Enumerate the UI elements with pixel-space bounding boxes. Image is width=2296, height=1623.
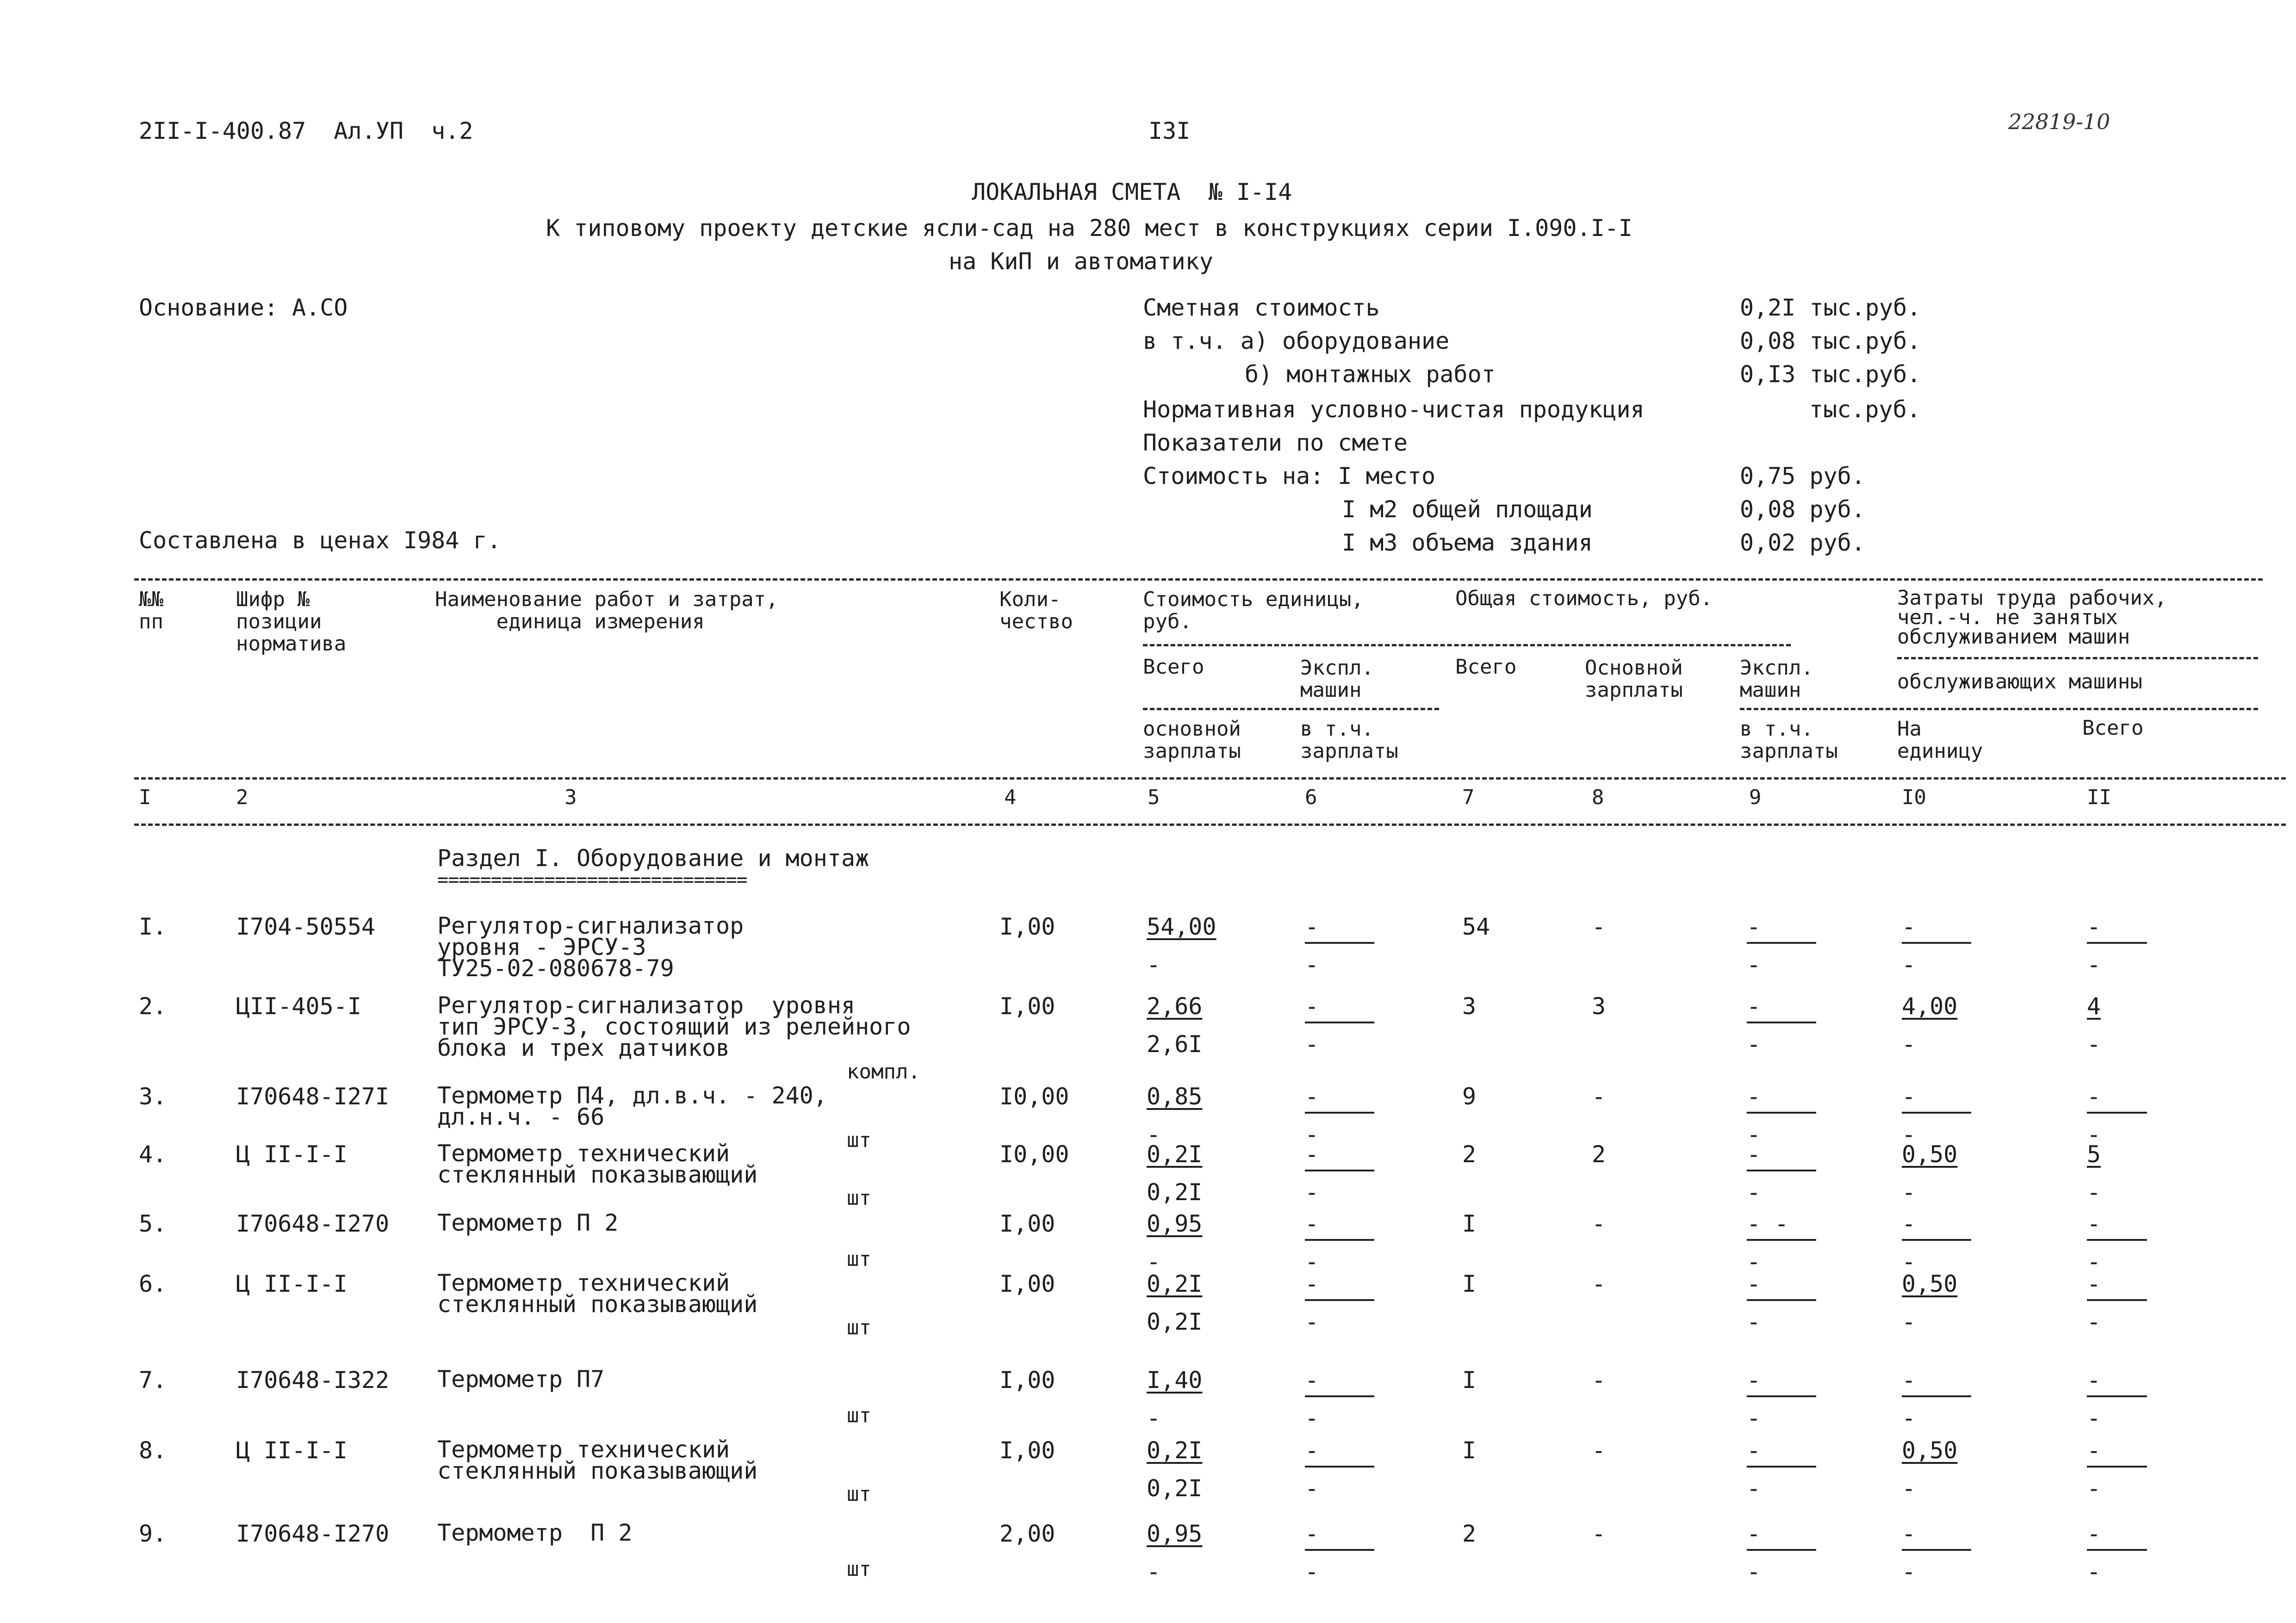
summary-value: тыс.руб. — [1809, 396, 1921, 423]
underline-mark — [2087, 1549, 2147, 1551]
unit-machine-cost: - — [1305, 993, 1319, 1020]
unit-machine-wages: - — [1305, 1121, 1319, 1148]
total-base-wages: - — [1592, 1367, 1606, 1394]
col-header-base-wages: основной зарплаты — [1143, 717, 1241, 763]
norm-code: ЦII-405-I — [236, 993, 361, 1020]
labor-per-unit: - — [1902, 1210, 1916, 1237]
unit-cost-total: 0,2I — [1147, 1141, 1203, 1168]
summary-label: Показатели по смете — [1143, 429, 1408, 456]
norm-code: I70648-I27I — [236, 1083, 390, 1110]
total-machine-cost: - — [1747, 1437, 1761, 1464]
total-cost: 54 — [1462, 913, 1490, 940]
row-number: 7. — [139, 1367, 167, 1394]
item-name: Термометр П 2 — [437, 1209, 619, 1236]
summary-value: 0,08 тыс.руб. — [1740, 328, 1921, 354]
section-title: Раздел I. Оборудование и монтаж — [437, 845, 869, 872]
total-base-wages: 2 — [1592, 1141, 1606, 1168]
underline-mark — [2087, 1112, 2147, 1114]
underline-mark — [1305, 1112, 1374, 1114]
col-header-total: Всего — [1143, 655, 1204, 679]
unit-cost-wages: 0,2I — [1147, 1475, 1203, 1502]
unit-cost-total: 2,66 — [1147, 993, 1203, 1020]
col-header-quantity: Коли- чество — [999, 588, 1073, 633]
unit-of-measure: шт — [847, 1186, 871, 1210]
item-name: Регулятор-сигнализатор уровня - ЭРСУ-3 ТУ25-02-080678-79 — [437, 912, 744, 982]
row-number: 4. — [139, 1141, 167, 1168]
labor-total: 4 — [2087, 993, 2101, 1020]
norm-code: I70648-I270 — [236, 1520, 390, 1547]
underline-mark — [1747, 1549, 1816, 1551]
item-name: Термометр технический стеклянный показывающий — [437, 1270, 758, 1318]
total-cost: I — [1462, 1210, 1477, 1237]
underline-mark — [1747, 1022, 1816, 1023]
col-header-code: Шифр № позиции норматива — [236, 588, 347, 656]
underline-mark — [1747, 942, 1816, 944]
underline-mark — [1747, 1112, 1816, 1114]
underline-mark — [1305, 1549, 1374, 1551]
labor-total: - — [2087, 913, 2101, 940]
labor-per-unit: 0,50 — [1902, 1141, 1958, 1168]
labor-per-unit-machines: - — [1902, 1405, 1916, 1431]
underline-mark — [1305, 1239, 1374, 1241]
unit-machine-wages: - — [1305, 1248, 1319, 1275]
total-base-wages: - — [1592, 1210, 1606, 1237]
underline-mark — [1747, 1466, 1816, 1468]
underline-mark — [1902, 1395, 1971, 1397]
norm-code: I70648-I270 — [236, 1210, 390, 1237]
quantity: I,00 — [999, 1367, 1055, 1394]
labor-per-unit-machines: - — [1902, 1031, 1916, 1058]
labor-per-unit-machines: - — [1902, 1121, 1916, 1148]
underline-mark — [1305, 1022, 1374, 1023]
total-cost: 2 — [1462, 1520, 1477, 1547]
unit-machine-cost: - — [1305, 1520, 1319, 1547]
col-number: II — [2087, 786, 2111, 809]
unit-machine-cost: - — [1305, 1270, 1319, 1297]
quantity: I0,00 — [999, 1141, 1069, 1168]
labor-total-machines: - — [2087, 1248, 2101, 1275]
labor-per-unit-machines: - — [1902, 1248, 1916, 1275]
unit-machine-wages: - — [1305, 951, 1319, 978]
total-base-wages: - — [1592, 1437, 1606, 1464]
header-numbers-rule — [134, 824, 2286, 826]
row-number: 8. — [139, 1437, 167, 1464]
labor-total-machines: - — [2087, 1031, 2101, 1058]
quantity: I,00 — [999, 993, 1055, 1020]
summary-label: в т.ч. а) оборудование — [1143, 328, 1450, 354]
underline-mark — [1902, 1549, 1971, 1551]
col-header-machines: Экспл. машин — [1740, 656, 1813, 702]
total-machine-wages: - — [1747, 1121, 1761, 1148]
labor-total-machines: - — [2087, 1405, 2101, 1431]
labor-total-machines: - — [2087, 1179, 2101, 1206]
col-header-unit-cost: Стоимость единицы, руб. — [1143, 588, 1364, 633]
total-machine-cost: - — [1747, 1270, 1761, 1297]
labor-total-machines: - — [2087, 951, 2101, 978]
unit-machine-cost: - — [1305, 1083, 1319, 1110]
labor-per-unit: 0,50 — [1902, 1270, 1958, 1297]
unit-machine-cost: - — [1305, 1367, 1319, 1394]
labor-total-machines: - — [2087, 1308, 2101, 1335]
quantity: I,00 — [999, 913, 1055, 940]
underline-mark — [1902, 1112, 1971, 1114]
summary-value: 0,08 руб. — [1740, 496, 1865, 523]
col-header-total: Всего — [1455, 655, 1517, 679]
summary-label: Стоимость на: I место — [1143, 463, 1436, 489]
summary-value: 0,75 руб. — [1740, 463, 1865, 489]
row-number: 6. — [139, 1270, 167, 1297]
labor-per-unit-machines: - — [1902, 1179, 1916, 1206]
table-top-rule — [134, 578, 2263, 581]
underline-mark — [1747, 1239, 1816, 1241]
total-machine-cost: - — [1747, 1367, 1761, 1394]
total-machine-wages: - — [1747, 1558, 1761, 1585]
unit-machine-cost: - — [1305, 913, 1319, 940]
unit-of-measure: шт — [847, 1316, 871, 1339]
underline-mark — [2087, 942, 2147, 944]
unit-of-measure: шт — [847, 1404, 871, 1427]
unit-machine-cost: - — [1305, 1437, 1319, 1464]
labor-total-machines: - — [2087, 1558, 2101, 1585]
unit-of-measure: шт — [847, 1557, 871, 1581]
norm-code: Ц II-I-I — [236, 1437, 348, 1464]
labor-total: - — [2087, 1520, 2101, 1547]
summary-label: I м3 объема здания — [1342, 529, 1593, 556]
norm-code: Ц II-I-I — [236, 1270, 348, 1297]
col-header-incl-wages: в т.ч. зарплаты — [1740, 717, 1838, 763]
unit-machine-cost: - — [1305, 1141, 1319, 1168]
header-subrule — [1143, 708, 1439, 710]
row-number: 2. — [139, 993, 167, 1020]
col-number: 6 — [1305, 786, 1317, 809]
underline-mark — [1902, 942, 1971, 944]
labor-per-unit: 4,00 — [1902, 993, 1958, 1020]
col-header-machines: Экспл. машин — [1300, 656, 1374, 702]
row-number: 3. — [139, 1083, 167, 1110]
row-number: I. — [139, 913, 167, 940]
col-number: 7 — [1462, 786, 1475, 809]
total-machine-wages: - — [1747, 1179, 1761, 1206]
quantity: I,00 — [999, 1437, 1055, 1464]
unit-of-measure: шт — [847, 1482, 871, 1506]
unit-machine-wages: - — [1305, 1405, 1319, 1431]
col-header-number: №№ пп — [139, 588, 163, 633]
unit-cost-wages: - — [1147, 1405, 1161, 1431]
underline-mark — [1747, 1395, 1816, 1397]
labor-per-unit: 0,50 — [1902, 1437, 1958, 1464]
col-header-total-cost: Общая стоимость, руб. — [1455, 587, 1713, 610]
item-name: Термометр П4, дл.в.ч. - 240, дл.н.ч. - 66 — [437, 1082, 827, 1130]
document-code: 2II-I-400.87 Ал.УП ч.2 — [139, 118, 473, 144]
col-header-total: Всего — [2082, 716, 2144, 740]
summary-value: 0,02 руб. — [1740, 529, 1865, 556]
total-cost: 9 — [1462, 1083, 1477, 1110]
summary-value: 0,I3 тыс.руб. — [1740, 361, 1921, 388]
total-cost: I — [1462, 1270, 1477, 1297]
labor-total: 5 — [2087, 1141, 2101, 1168]
total-base-wages: - — [1592, 1083, 1606, 1110]
labor-per-unit-machines: - — [1902, 1558, 1916, 1585]
item-name: Термометр П 2 — [437, 1519, 633, 1546]
header-subrule — [1143, 644, 1791, 646]
unit-cost-total: 0,2I — [1147, 1270, 1203, 1297]
unit-cost-wages: - — [1147, 951, 1161, 978]
item-name: Термометр технический стеклянный показывающий — [437, 1436, 758, 1484]
unit-cost-wages: - — [1147, 1558, 1161, 1585]
unit-cost-total: 0,95 — [1147, 1210, 1203, 1237]
total-machine-cost: - — [1747, 913, 1761, 940]
quantity: I,00 — [999, 1270, 1055, 1297]
col-number: I — [139, 786, 151, 809]
unit-cost-wages: - — [1147, 1121, 1161, 1148]
unit-machine-wages: - — [1305, 1031, 1319, 1058]
col-number: 3 — [565, 786, 577, 809]
unit-of-measure: шт — [847, 1128, 871, 1152]
norm-code: I704-50554 — [236, 913, 376, 940]
underline-mark — [2087, 1466, 2147, 1468]
total-base-wages: - — [1592, 1520, 1606, 1547]
total-machine-wages: - — [1747, 951, 1761, 978]
unit-cost-total: 54,00 — [1147, 913, 1216, 940]
underline-mark — [1305, 1170, 1374, 1171]
underline-mark — [1305, 1466, 1374, 1468]
unit-of-measure: шт — [847, 1247, 871, 1271]
labor-total: - — [2087, 1210, 2101, 1237]
underline-mark — [2087, 1395, 2147, 1397]
total-base-wages: 3 — [1592, 993, 1606, 1020]
item-name: Регулятор-сигнализатор уровня тип ЭРСУ-3, состоящий из релейного блока и трех датчиков — [437, 992, 911, 1061]
labor-total: - — [2087, 1083, 2101, 1110]
document-title: ЛОКАЛЬНАЯ СМЕТА № I-I4 — [972, 179, 1292, 205]
total-machine-cost: - — [1747, 1141, 1761, 1168]
unit-of-measure: компл. — [847, 1060, 920, 1084]
labor-per-unit: - — [1902, 1520, 1916, 1547]
basis-note: Основание: А.СО — [139, 294, 348, 321]
document-subtitle-2: на КиП и автоматику — [949, 248, 1213, 275]
header-bottom-rule — [134, 777, 2286, 780]
col-number: 2 — [236, 786, 248, 809]
underline-mark — [1305, 1299, 1374, 1301]
summary-label: Сметная стоимость — [1143, 294, 1380, 321]
total-machine-cost: - - — [1747, 1210, 1789, 1237]
norm-code: Ц II-I-I — [236, 1141, 348, 1168]
labor-per-unit-machines: - — [1902, 1475, 1916, 1502]
row-number: 5. — [139, 1210, 167, 1237]
total-machine-cost: - — [1747, 993, 1761, 1020]
summary-label: Нормативная условно-чистая продукция — [1143, 396, 1644, 423]
col-header-base-wages: Основной зарплаты — [1585, 656, 1683, 702]
total-base-wages: - — [1592, 913, 1606, 940]
total-machine-wages: - — [1747, 1308, 1761, 1335]
total-cost: 3 — [1462, 993, 1477, 1020]
labor-per-unit: - — [1902, 1367, 1916, 1394]
underline-mark — [2087, 1239, 2147, 1241]
total-cost: I — [1462, 1437, 1477, 1464]
col-header-name: Наименование работ и затрат, единица измерения — [435, 588, 778, 633]
unit-machine-wages: - — [1305, 1179, 1319, 1206]
labor-total-machines: - — [2087, 1121, 2101, 1148]
total-machine-wages: - — [1747, 1475, 1761, 1502]
total-cost: 2 — [1462, 1141, 1477, 1168]
prices-year-note: Составлена в ценах I984 г. — [139, 527, 501, 554]
underline-mark — [1902, 1239, 1971, 1241]
unit-cost-wages: 0,2I — [1147, 1179, 1203, 1206]
col-header-labor: Затраты труда рабочих, чел.-ч. не занятых обслуживанием машин — [1897, 586, 2167, 649]
unit-machine-wages: - — [1305, 1475, 1319, 1502]
labor-total: - — [2087, 1437, 2101, 1464]
section-title-underline: ============================= — [437, 869, 747, 891]
unit-cost-wages: 0,2I — [1147, 1308, 1203, 1335]
labor-total-machines: - — [2087, 1475, 2101, 1502]
unit-cost-total: 0,85 — [1147, 1083, 1203, 1110]
col-header-per-unit: На единицу — [1897, 717, 1983, 763]
total-machine-wages: - — [1747, 1248, 1761, 1275]
item-name: Термометр технический стеклянный показывающий — [437, 1140, 758, 1188]
unit-cost-total: 0,95 — [1147, 1520, 1203, 1547]
quantity: I,00 — [999, 1210, 1055, 1237]
norm-code: I70648-I322 — [236, 1367, 390, 1394]
col-header-incl-wages: в т.ч. зарплаты — [1300, 717, 1398, 763]
summary-label: б) монтажных работ — [1245, 361, 1496, 388]
archive-stamp: 22819-10 — [2008, 109, 2110, 134]
col-number: 5 — [1148, 786, 1160, 809]
summary-label: I м2 общей площади — [1342, 496, 1593, 523]
page-number: I3I — [1148, 118, 1191, 144]
labor-per-unit-machines: - — [1902, 951, 1916, 978]
document-subtitle: К типовому проекту детские ясли-сад на 280 мест в конструкциях серии I.090.I-I — [546, 215, 1632, 242]
underline-mark — [1305, 942, 1374, 944]
total-machine-cost: - — [1747, 1083, 1761, 1110]
quantity: I0,00 — [999, 1083, 1069, 1110]
unit-cost-total: 0,2I — [1147, 1437, 1203, 1464]
header-subrule — [1897, 657, 2258, 659]
header-subrule — [1740, 708, 2258, 710]
labor-per-unit-machines: - — [1902, 1308, 1916, 1335]
underline-mark — [2087, 1299, 2147, 1301]
labor-per-unit: - — [1902, 1083, 1916, 1110]
summary-value: 0,2I тыс.руб. — [1740, 294, 1921, 321]
total-machine-cost: - — [1747, 1520, 1761, 1547]
underline-mark — [1305, 1395, 1374, 1397]
unit-machine-wages: - — [1305, 1558, 1319, 1585]
total-cost: I — [1462, 1367, 1477, 1394]
total-machine-wages: - — [1747, 1031, 1761, 1058]
underline-mark — [1747, 1299, 1816, 1301]
labor-total: - — [2087, 1270, 2101, 1297]
unit-cost-total: I,40 — [1147, 1367, 1203, 1394]
col-number: 8 — [1592, 786, 1604, 809]
labor-total: - — [2087, 1367, 2101, 1394]
underline-mark — [1747, 1170, 1816, 1171]
total-machine-wages: - — [1747, 1405, 1761, 1431]
item-name: Термометр П7 — [437, 1366, 605, 1393]
col-number: 4 — [1004, 786, 1017, 809]
total-base-wages: - — [1592, 1270, 1606, 1297]
quantity: 2,00 — [999, 1520, 1055, 1547]
unit-machine-wages: - — [1305, 1308, 1319, 1335]
col-number: 9 — [1749, 786, 1762, 809]
labor-per-unit: - — [1902, 913, 1916, 940]
unit-machine-cost: - — [1305, 1210, 1319, 1237]
col-number: I0 — [1902, 786, 1926, 809]
unit-cost-wages: - — [1147, 1248, 1161, 1275]
row-number: 9. — [139, 1520, 167, 1547]
col-header-machine-service: обслуживающих машины — [1897, 670, 2142, 694]
unit-cost-wages: 2,6I — [1147, 1031, 1203, 1058]
